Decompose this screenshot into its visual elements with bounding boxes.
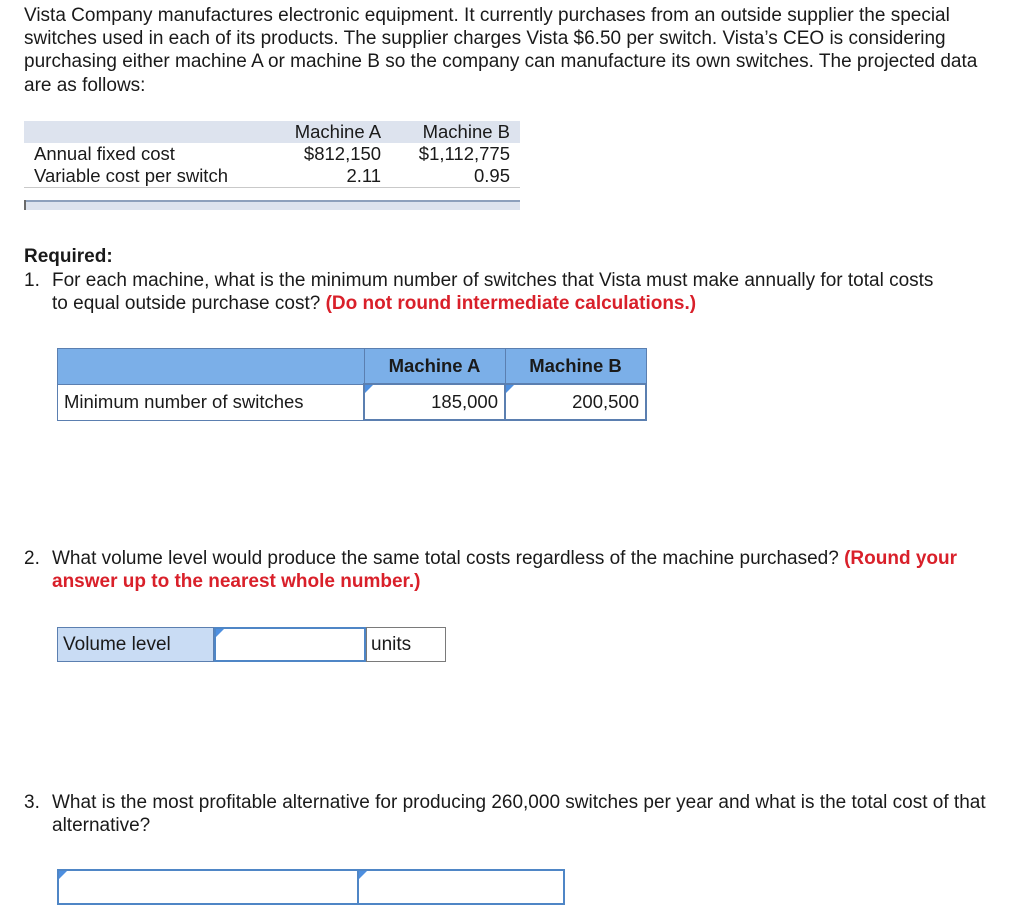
input-marker-icon bbox=[216, 629, 224, 637]
q3-answer-row bbox=[57, 869, 565, 905]
question-1-number: 1. bbox=[24, 270, 40, 291]
data-row-machine-b: $1,112,775 bbox=[418, 143, 510, 164]
data-row-machine-a: 2.11 bbox=[261, 165, 392, 188]
question-1-hint: (Do not round intermediate calculations.) bbox=[325, 293, 697, 314]
machine-b-min-switches-input[interactable] bbox=[505, 384, 646, 420]
intro-paragraph: Vista Company manufactures electronic equipment. It currently purchases from an outside supplier the special switches used in each of its products. The supplier charges Vista $6.50 per switch. Vista’s CEO is considering purchasing either machine A or machine B so the company can manufacture its own switches. The projected data are as follows: bbox=[24, 5, 978, 96]
data-table-row bbox=[24, 143, 520, 165]
question-3-text: What is the most profitable alternative for producing 260,000 switches per year and what is the total cost of that alternative? bbox=[52, 792, 986, 836]
question-3 bbox=[24, 791, 989, 837]
question-2-body bbox=[24, 547, 974, 593]
data-table-header-blank bbox=[24, 121, 261, 143]
volume-level-unit: units bbox=[366, 627, 446, 662]
answer-table-header-row bbox=[58, 349, 647, 385]
machine-b-min-switches-value: 200,500 bbox=[572, 391, 639, 412]
data-table-header-machine-b: Machine B bbox=[391, 121, 520, 143]
answer-table-header-blank bbox=[58, 349, 365, 385]
projected-data-table bbox=[24, 121, 520, 188]
data-row-machine-b: 0.95 bbox=[391, 165, 520, 188]
data-row-label: Annual fixed cost bbox=[34, 143, 175, 164]
question-1-text: For each machine, what is the minimum number of switches that Vista must make annually for total costs to equal outside purchase cost? bbox=[52, 270, 934, 314]
total-cost-input[interactable] bbox=[359, 869, 565, 905]
most-profitable-alternative-dropdown[interactable] bbox=[57, 869, 359, 905]
input-marker-icon bbox=[59, 871, 67, 879]
question-3-number: 3. bbox=[24, 792, 40, 813]
machine-a-min-switches-input[interactable] bbox=[364, 384, 505, 420]
input-marker-icon bbox=[506, 385, 514, 393]
question-2 bbox=[24, 547, 974, 593]
data-table-row bbox=[24, 165, 520, 188]
input-marker-icon bbox=[359, 871, 367, 879]
volume-level-input[interactable] bbox=[214, 627, 366, 662]
question-1-body bbox=[24, 269, 954, 315]
question-1 bbox=[24, 269, 954, 315]
required-heading: Required: bbox=[24, 246, 113, 267]
data-table-header-machine-a: Machine A bbox=[261, 121, 392, 143]
answer-table-row bbox=[58, 384, 647, 420]
input-marker-icon bbox=[365, 385, 373, 393]
volume-level-row bbox=[57, 627, 446, 662]
question-2-hint: (Round your answer up to the nearest whole number.) bbox=[52, 548, 958, 592]
data-row-label: Variable cost per switch bbox=[24, 165, 261, 188]
minimum-switches-label: Minimum number of switches bbox=[58, 384, 365, 420]
question-2-number: 2. bbox=[24, 548, 40, 569]
data-table-footer bbox=[24, 200, 520, 210]
answer-table-1 bbox=[57, 348, 647, 421]
machine-a-min-switches-value: 185,000 bbox=[431, 391, 498, 412]
data-row-machine-a: $812,150 bbox=[303, 143, 382, 164]
question-2-text: What volume level would produce the same total costs regardless of the machine purchased? bbox=[52, 548, 839, 569]
answer-table-header-machine-a: Machine A bbox=[364, 349, 505, 385]
answer-table-header-machine-b: Machine B bbox=[505, 349, 646, 385]
volume-level-label: Volume level bbox=[57, 627, 214, 662]
data-table-header-row bbox=[24, 121, 520, 143]
